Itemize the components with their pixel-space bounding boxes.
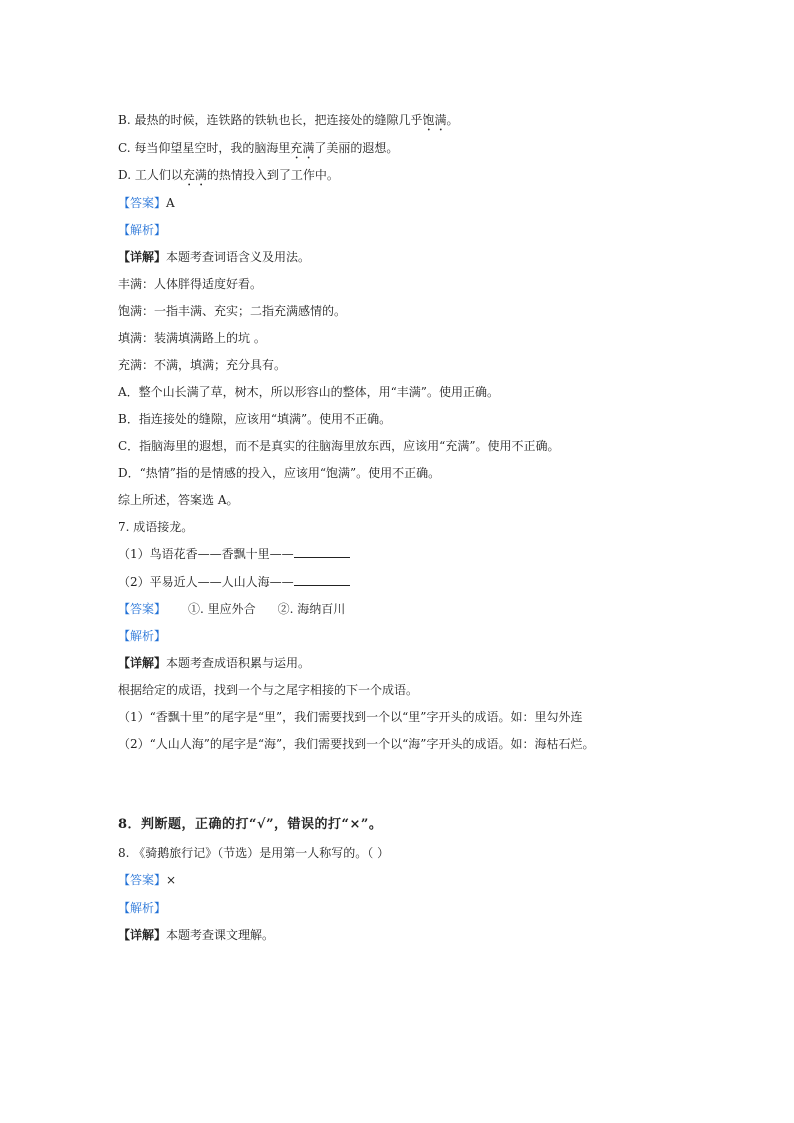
emphasized-word: 饱满 bbox=[422, 113, 447, 127]
q6-detail: 【详解】本题考查词语含义及用法。 bbox=[118, 250, 311, 264]
q8-detail: 【详解】本题考查课文理解。 bbox=[118, 928, 275, 942]
q6-summary: 综上所述，答案选 A。 bbox=[118, 493, 239, 507]
q7-item-2: （2）平易近人——人山人海—— bbox=[118, 574, 350, 590]
detail-tag: 【详解】 bbox=[118, 250, 167, 264]
emphasized-word: 充满 bbox=[290, 141, 315, 155]
q7-item-1: （1）鸟语花香——香飘十里—— bbox=[118, 546, 350, 562]
answer-tag: 【答案】 bbox=[118, 196, 167, 210]
definition-chongman: 充满：不满，填满；充分具有。 bbox=[118, 358, 287, 372]
definition-tianman: 填满：装满填满路上的坑 。 bbox=[118, 331, 266, 345]
option-b: B. 最热的时候，连铁路的铁轨也长，把连接处的缝隙几乎饱满。 bbox=[118, 113, 459, 127]
explanation-c: C．指脑海里的遐想，而不是真实的往脑海里放东西，应该用“充满”。使用不正确。 bbox=[118, 439, 560, 453]
q7-detail: 【详解】本题考查成语积累与运用。 bbox=[118, 656, 311, 670]
explanation-a: A．整个山长满了草，树木，所以形容山的整体，用“丰满”。使用正确。 bbox=[118, 385, 499, 399]
q7-title: 7. 成语接龙。 bbox=[118, 520, 194, 534]
q7-answer bbox=[118, 601, 345, 617]
option-d: D. 工人们以充满的热情投入到了工作中。 bbox=[118, 168, 339, 182]
answer-blank bbox=[294, 574, 350, 586]
answer-value-1: ①. 里应外合 bbox=[188, 602, 256, 616]
definition-fengman: 丰满：人体胖得适度好看。 bbox=[118, 277, 263, 291]
q8-answer bbox=[118, 872, 176, 888]
q7-method: 根据给定的成语，找到一个与之尾字相接的下一个成语。 bbox=[118, 683, 419, 697]
q6-analysis-tag: 【解析】 bbox=[118, 223, 167, 237]
emphasized-word: 充满 bbox=[182, 168, 207, 182]
answer-value: A bbox=[166, 196, 175, 210]
section-8-title: 8．判断题，正确的打“√”，错误的打“×”。 bbox=[118, 817, 383, 832]
answer-blank bbox=[294, 546, 350, 558]
q6-answer bbox=[118, 195, 175, 211]
answer-value-2: ②. 海纳百川 bbox=[277, 602, 346, 616]
q7-explanation-1: （1）“香飘十里”的尾字是“里”，我们需要找到一个以“里”字开头的成语。如：里勾外连 bbox=[118, 710, 583, 724]
q8-question: 8. 《骑鹅旅行记》（节选）是用第一人称写的。（ ） bbox=[118, 846, 390, 860]
q7-explanation-2: （2）“人山人海”的尾字是“海”，我们需要找到一个以“海”字开头的成语。如：海枯石烂。 bbox=[118, 737, 595, 751]
detail-tag: 【详解】 bbox=[118, 928, 167, 942]
explanation-b: B．指连接处的缝隙，应该用“填满”。使用不正确。 bbox=[118, 412, 392, 426]
answer-value: × bbox=[166, 873, 177, 887]
q8-analysis-tag: 【解析】 bbox=[118, 901, 167, 915]
q7-analysis-tag: 【解析】 bbox=[118, 629, 167, 643]
option-c: C. 每当仰望星空时，我的脑海里充满了美丽的遐想。 bbox=[118, 141, 399, 155]
definition-baoman: 饱满：一指丰满、充实；二指充满感情的。 bbox=[118, 304, 347, 318]
answer-tag: 【答案】 bbox=[118, 602, 167, 616]
answer-tag: 【答案】 bbox=[118, 873, 167, 887]
detail-tag: 【详解】 bbox=[118, 656, 167, 670]
explanation-d: D．“热情”指的是情感的投入，应该用“饱满”。使用不正确。 bbox=[118, 466, 441, 480]
